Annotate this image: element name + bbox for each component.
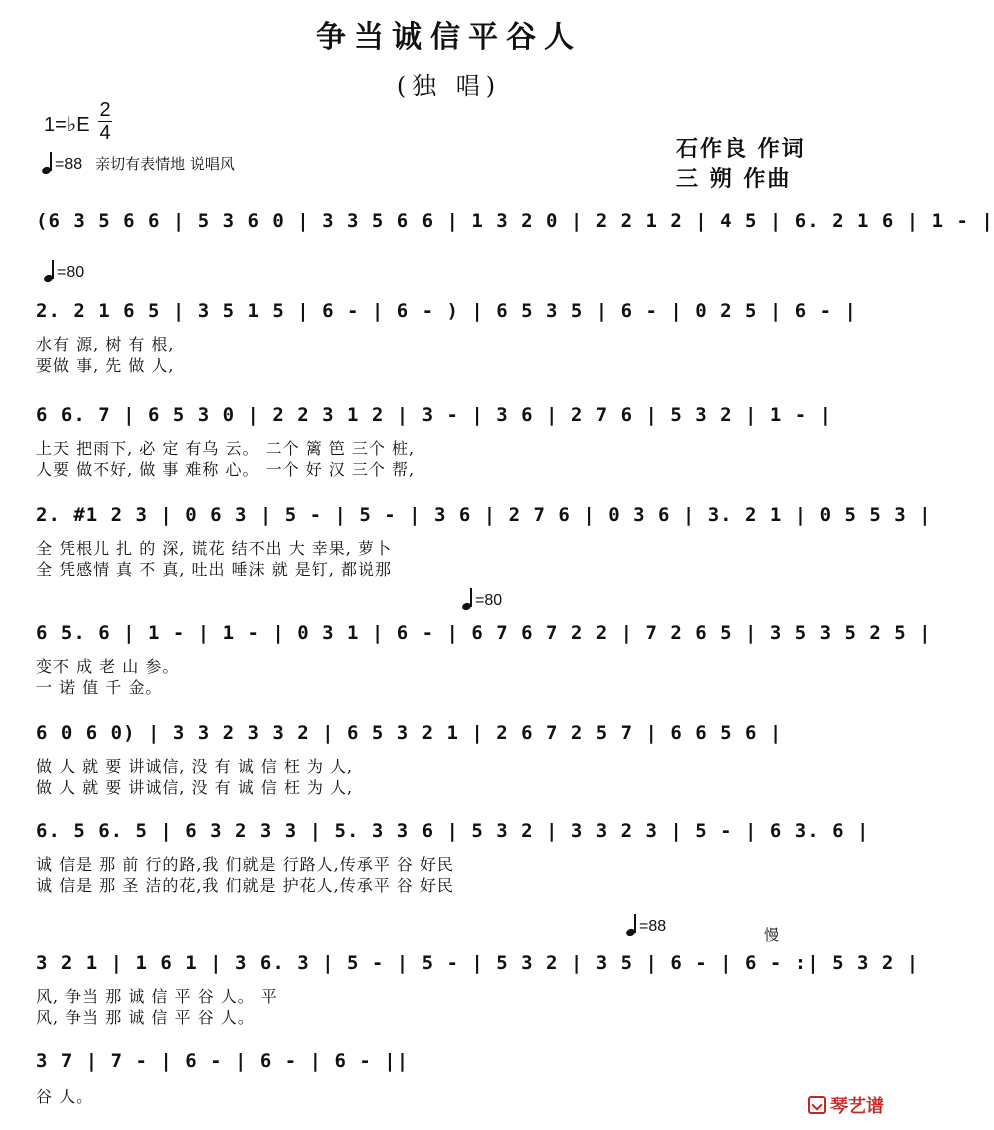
lyric-line-5-verse-2: 一 诺 值 千 金。 bbox=[36, 678, 163, 697]
logo-icon bbox=[808, 1096, 826, 1114]
lyric-line-2-verse-2: 要做 事, 先 做 人, bbox=[36, 356, 175, 375]
lyric-line-3-verse-2: 人要 做不好, 做 事 难称 心。 一个 好 汉 三个 帮, bbox=[36, 460, 416, 479]
lyric-line-8-verse-1: 风, 争当 那 诚 信 平 谷 人。 平 bbox=[36, 987, 278, 1006]
time-signature bbox=[98, 100, 112, 143]
lyric-line-7-verse-2: 诚 信是 那 圣 洁的花,我 们就是 护花人,传承平 谷 好民 bbox=[36, 876, 454, 895]
composer-credit: 三 朔 作曲 bbox=[676, 166, 792, 192]
tempo-marking-1: =88 亲切有表情地 说唱风 bbox=[42, 152, 235, 174]
meter-top: 2 bbox=[99, 99, 111, 121]
score-line-6: 6 0 6 0) | 3 3 2 3 3 2 | 6 5 3 2 1 | 2 6 7 2 5 7 | 6 6 5 6 | bbox=[36, 722, 783, 744]
lyric-line-9-verse-1: 谷 人。 bbox=[36, 1087, 94, 1106]
score-line-3: 6 6. 7 | 6 5 3 0 | 2 2 3 1 2 | 3 - | 3 6 | 2 7 6 | 5 3 2 | 1 - | bbox=[36, 404, 833, 426]
score-line-9: 3 7 | 7 - | 6 - | 6 - | 6 - || bbox=[36, 1050, 410, 1072]
tempo-marking-4: =88 bbox=[626, 914, 666, 936]
performance-type: (独 唱) bbox=[396, 72, 502, 100]
lyric-line-6-verse-2: 做 人 就 要 讲诚信, 没 有 诚 信 枉 为 人, bbox=[36, 778, 354, 797]
watermark: 琴艺谱 bbox=[808, 1092, 884, 1118]
score-line-8: 3 2 1 | 1 6 1 | 3 6. 3 | 5 - | 5 - | 5 3 2 | 3 5 | 6 - | 6 - :| 5 3 2 | bbox=[36, 952, 920, 974]
lyric-line-4-verse-1: 全 凭根儿 扎 的 深, 谎花 结不出 大 幸果, 萝卜 bbox=[36, 539, 392, 558]
lyric-line-4-verse-2: 全 凭感情 真 不 真, 吐出 唾沫 就 是钉, 都说那 bbox=[36, 560, 392, 579]
lyric-line-3-verse-1: 上天 把雨下, 必 定 有乌 云。 二个 篱 笆 三个 桩, bbox=[36, 439, 416, 458]
quarter-note-icon bbox=[462, 588, 474, 610]
slow-marking: 慢 bbox=[764, 926, 780, 944]
score-line-7: 6. 5 6. 5 | 6 3 2 3 3 | 5. 3 3 6 | 5 3 2 | 3 3 2 3 | 5 - | 6 3. 6 | bbox=[36, 820, 870, 842]
quarter-note-icon bbox=[42, 152, 54, 174]
score-line-5: 6 5. 6 | 1 - | 1 - | 0 3 1 | 6 - | 6 7 6 7 2 2 | 7 2 6 5 | 3 5 3 5 2 5 | bbox=[36, 622, 932, 644]
lyric-line-8-verse-2: 风, 争当 那 诚 信 平 谷 人。 bbox=[36, 1008, 255, 1027]
lyric-line-7-verse-1: 诚 信是 那 前 行的路,我 们就是 行路人,传承平 谷 好民 bbox=[36, 855, 454, 874]
lyricist-credit: 石作良 作词 bbox=[676, 136, 806, 162]
score-line-1: (6 3 5 6 6 | 5 3 6 0 | 3 3 5 6 6 | 1 3 2 0 | 2 2 1 2 | 4 5 | 6. 2 1 6 | 1 - | bbox=[36, 210, 994, 232]
score-line-4: 2. #1 2 3 | 0 6 3 | 5 - | 5 - | 3 6 | 2 7 6 | 0 3 6 | 3. 2 1 | 0 5 5 3 | bbox=[36, 504, 932, 526]
lyric-line-5-verse-1: 变不 成 老 山 参。 bbox=[36, 657, 180, 676]
key-signature: 1=♭E bbox=[44, 114, 90, 136]
lyric-line-2-verse-1: 水有 源, 树 有 根, bbox=[36, 335, 175, 354]
song-title: 争当诚信平谷人 bbox=[316, 20, 582, 55]
quarter-note-icon bbox=[44, 260, 56, 282]
quarter-note-icon bbox=[626, 914, 638, 936]
score-line-2: 2. 2 1 6 5 | 3 5 1 5 | 6 - | 6 - ) | 6 5 3 5 | 6 - | 0 2 5 | 6 - | bbox=[36, 300, 857, 322]
expression-marking: 亲切有表情地 说唱风 bbox=[95, 155, 235, 173]
meter-bottom: 4 bbox=[99, 122, 111, 144]
tempo-marking-3: =80 bbox=[462, 588, 502, 610]
tempo-marking-2: =80 bbox=[44, 260, 84, 282]
lyric-line-6-verse-1: 做 人 就 要 讲诚信, 没 有 诚 信 枉 为 人, bbox=[36, 757, 354, 776]
